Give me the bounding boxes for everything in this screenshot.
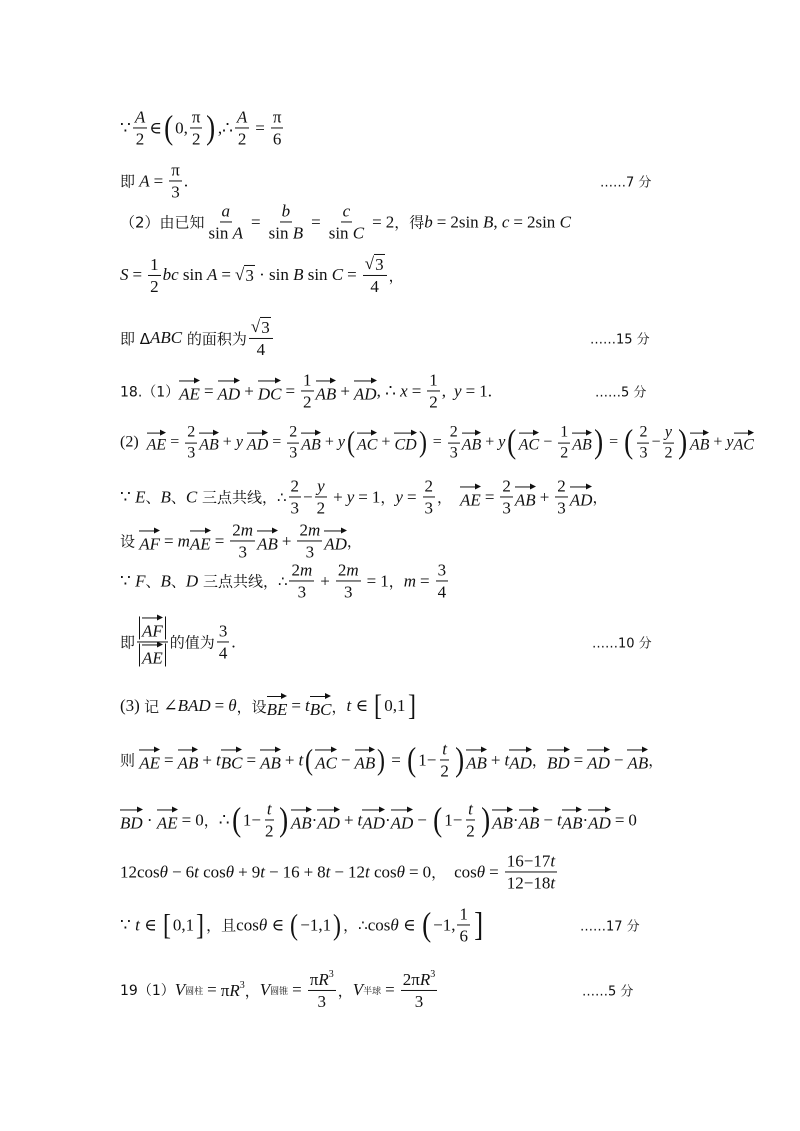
score-marker: ……5 分: [595, 385, 647, 401]
score-marker: ……17 分: [580, 919, 640, 935]
equation: (3) 记 ∠ BAD = θ ，设 BE = t BC ， t ∈ [ 0,1 ]: [120, 689, 416, 722]
equation: BD · AE = 0 ， ∴ ( 1− $\frac{t}{2}$ ) AB · AD + t AD · AD − ( 1− $\frac{t}{2}$ ) AB · AB − t AB · AD = 0: [120, 799, 637, 841]
equation: ∵ E 、 B 、 C 三点共线，∴ $\frac{2}{3}$ − $\frac{y}{2}$ + y = 1 ， y = $\frac{2}{3}$ ， AE = $\frac{2}{3}$ AB + $\frac{2}{3}$ AD ，: [120, 476, 608, 518]
equation: 12cosθ − 6t cosθ + 9t − 16 + 8t − 12t cosθ = 0 ， cosθ = $\frac{16-17t}{12-18t}$: [120, 851, 556, 893]
equation: S = $\frac{1}{2}$ bc sin A = √ 3 · sin B sin C = √ 3 4 ，: [120, 253, 404, 296]
equation: （2）由已知 $\frac{a}{\text{sin A}}$ = $\frac{b}{\text{sin B}}$ = $\frac{c}{\text{sin C}}$ = 2 ，得 b = 2sin B, c = 2sin C: [120, 201, 571, 243]
equation: ∵ $\frac{A}{2}$ ∈ ( 0, $\frac{\pi}{2}$ ) ,∴ $\frac{A}{2}$ = $\frac{\pi}{6}$: [120, 107, 282, 149]
equation: (2) AE = $\frac{2}{3}$ AB + y AD = $\frac{2}{3}$ AB + y ( AC + CD ) = $\frac{2}{3}$ AB + y ( AC − $\frac{1}{2}$ AB ) = ( $\frac{2}{3}$ − $\frac{y}{2}$ ) AB + y AC: [120, 423, 754, 462]
equation: 18.（1） AE = AD + DC = $\frac{1}{2}$ AB + AD , ∴ x = $\frac{1}{2}$ , y = 1.: [120, 370, 492, 412]
equation: 设 AF = m AE = $\frac{2m}{3}$ AB + $\frac{2m}{3}$ AD ，: [120, 520, 362, 562]
score-marker: ……5 分: [582, 984, 634, 1000]
equation: 即 A = $\frac{\pi}{3}$ .: [120, 160, 189, 202]
equation: ∵ F 、 B 、 D 三点共线，∴ $\frac{2m}{3}$ + $\frac{2m}{3}$ = 1 ， m = $\frac{3}{4}$: [120, 560, 447, 602]
score-marker: ……15 分: [590, 332, 650, 348]
equation: 19（1） V 圆柱 = $\pi R^3$ ， V 圆锥 = $\frac{\pi R^3}{3}$ ， V 半球 = $\frac{2\pi R^3}{3}$: [120, 968, 436, 1011]
equation: 则 AE = AB + t BC = AB + t ( AC − AB ) = ( 1− $\frac{t}{2}$ ) AB + t AD ， BD = AD − AB ，: [120, 739, 664, 781]
equation: 即 $\frac{AF}{AE}$ 的值为 $\frac{3}{4}$ .: [120, 616, 236, 667]
equation: 即 Δ ABC 的面积为 √ 3 4: [120, 317, 275, 359]
score-marker: ……10 分: [592, 636, 652, 652]
equation: ∵ t ∈ [ 0,1 ] ，且 cosθ ∈ ( −1,1 ) ，∴ cosθ ∈ ( −1, $\frac{1}{6}$ ]: [120, 904, 484, 946]
score-marker: ……7 分: [600, 175, 652, 191]
